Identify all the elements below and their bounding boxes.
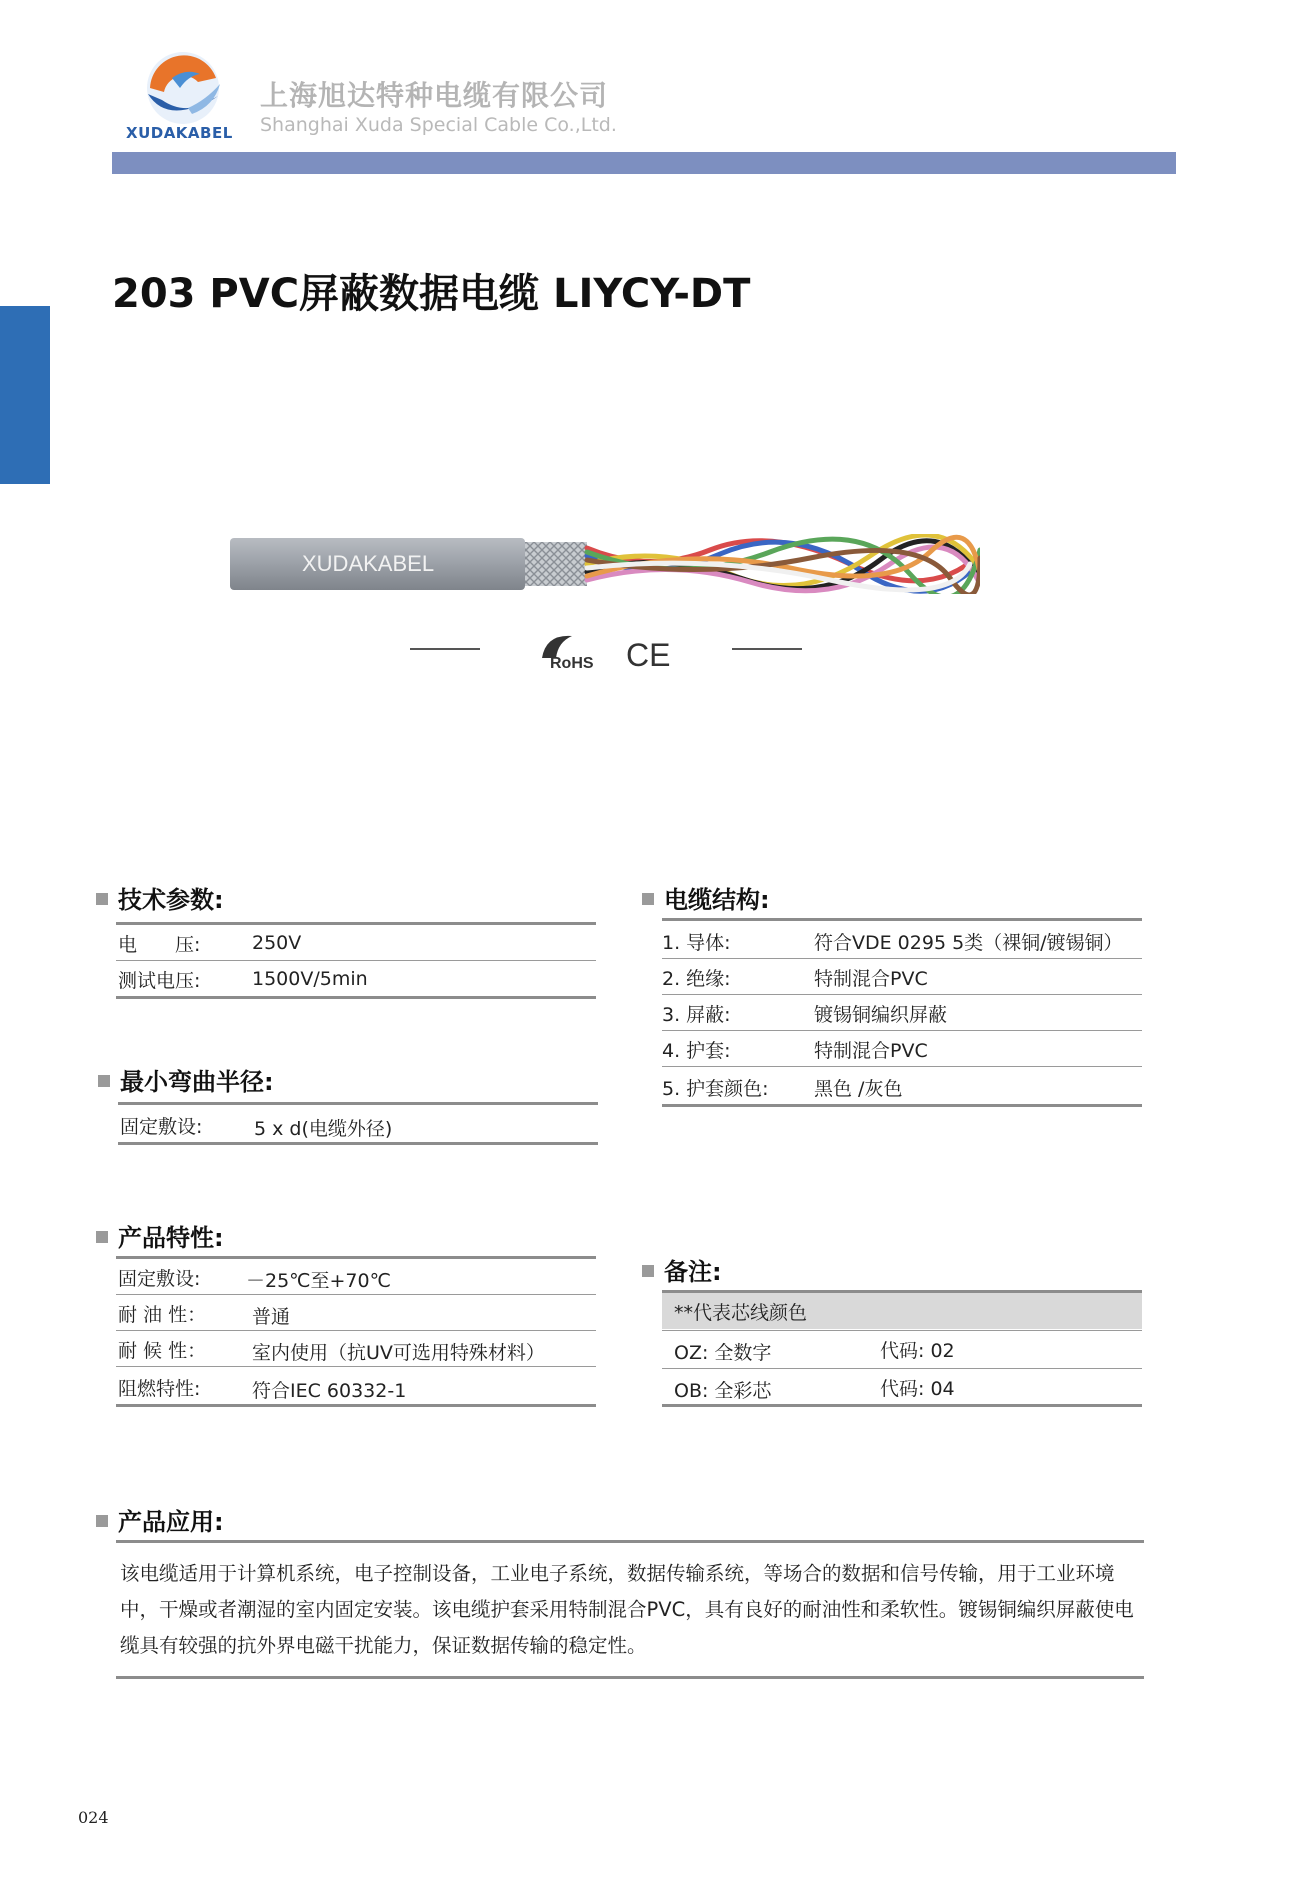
structure-label-0: 1. 导体: (662, 932, 731, 954)
notes-heading (642, 1252, 722, 1287)
props-row-line (116, 1330, 596, 1331)
props-value-3: 符合IEC 60332-1 (252, 1380, 407, 1402)
notes-subheading: **代表芯线颜色 (674, 1302, 808, 1324)
cert-marks (536, 628, 676, 676)
bend-label-0: 固定敷设: (120, 1116, 203, 1138)
props-rule-top (116, 1256, 596, 1259)
side-tab (0, 306, 50, 484)
tech-heading-text: 技术参数: (118, 886, 224, 914)
application-rule-bottom (116, 1676, 1144, 1679)
bullet-square (96, 1515, 108, 1527)
notes-row-line (662, 1330, 1142, 1331)
structure-value-1: 特制混合PVC (814, 968, 928, 990)
props-heading (96, 1218, 224, 1253)
bullet-square (642, 893, 654, 905)
cable-label: XUDAKABEL (302, 551, 435, 576)
structure-label-3: 4. 护套: (662, 1040, 731, 1062)
structure-rule-top (662, 918, 1142, 921)
tech-row-line (116, 960, 596, 961)
application-heading-text: 产品应用: (118, 1508, 224, 1536)
structure-row-line (662, 994, 1142, 995)
header-bar (112, 152, 1176, 174)
bend-value-0: 5 x d(电缆外径) (254, 1118, 393, 1140)
tech-value-1: 1500V/5min (252, 968, 368, 990)
props-label-2: 耐 候 性： (118, 1340, 207, 1362)
props-row-line (116, 1366, 596, 1367)
props-row-line (116, 1294, 596, 1295)
structure-label-4: 5. 护套颜色: (662, 1078, 769, 1100)
cert-line-right (732, 648, 802, 650)
structure-value-4: 黑色 /灰色 (814, 1078, 903, 1100)
application-rule-top (116, 1540, 1144, 1543)
application-heading (96, 1502, 224, 1537)
notes-value-1: 代码: 04 (880, 1378, 955, 1400)
props-rule-bottom (116, 1404, 596, 1407)
bend-heading-text: 最小弯曲半径: (120, 1068, 274, 1096)
structure-row-line (662, 958, 1142, 959)
tech-value-0: 250V (252, 932, 302, 954)
notes-label-0: OZ: 全数字 (674, 1342, 772, 1364)
ce-mark: CE (626, 637, 671, 673)
bend-rule-top (118, 1102, 598, 1105)
props-heading-text: 产品特性: (118, 1224, 224, 1252)
notes-rule-bottom (662, 1404, 1142, 1407)
bend-heading (98, 1062, 274, 1097)
logo-text: XUDAKABEL (126, 124, 233, 142)
notes-label-1: OB: 全彩芯 (674, 1380, 772, 1402)
props-value-2: 室内使用（抗UV可选用特殊材料） (252, 1342, 545, 1364)
structure-label-1: 2. 绝缘: (662, 968, 731, 990)
structure-value-3: 特制混合PVC (814, 1040, 928, 1062)
structure-row-line (662, 1066, 1142, 1067)
tech-label-0: 电 压: (118, 934, 201, 956)
structure-heading-text: 电缆结构: (664, 886, 770, 914)
notes-value-0: 代码: 02 (880, 1340, 955, 1362)
company-name-en: Shanghai Xuda Special Cable Co.,Ltd. (260, 114, 617, 136)
application-text: 该电缆适用于计算机系统，电子控制设备，工业电子系统，数据传输系统，等场合的数据和信号传输，用于工业环境中，干燥或者潮湿的室内固定安装。该电缆护套采用特制混合PVC，具有良好的耐油性和柔软性。镀锡铜编织屏蔽使电缆具有较强的抗外界电磁干扰能力，保证数据传输的稳定性。 (120, 1562, 1134, 1657)
tech-rule-bottom (116, 996, 596, 999)
rohs-mark: RoHS (550, 655, 594, 672)
props-label-3: 阻燃特性: (118, 1378, 201, 1400)
cert-line-left (410, 648, 480, 650)
bullet-square (96, 1231, 108, 1243)
notes-heading-text: 备注: (664, 1258, 722, 1286)
bend-rule-bottom (118, 1142, 598, 1145)
bullet-square (642, 1265, 654, 1277)
props-value-1: 普通 (252, 1306, 291, 1328)
structure-row-line (662, 1030, 1142, 1031)
tech-rule-top (116, 922, 596, 925)
structure-heading (642, 880, 770, 915)
structure-label-2: 3. 屏蔽: (662, 1004, 731, 1026)
structure-rule-bottom (662, 1104, 1142, 1107)
bullet-square (98, 1075, 110, 1087)
cable-image (230, 534, 980, 594)
company-name-cn: 上海旭达特种电缆有限公司 (260, 79, 609, 112)
page-title: 203 PVC屏蔽数据电缆 LIYCY-DT (112, 271, 751, 317)
bullet-square (96, 893, 108, 905)
page-number: 024 (78, 1808, 109, 1827)
tech-heading (96, 880, 224, 915)
structure-value-2: 镀锡铜编织屏蔽 (814, 1004, 948, 1026)
props-label-1: 耐 油 性： (118, 1304, 207, 1326)
props-value-0: －25℃至+70℃ (246, 1270, 391, 1292)
tech-label-1: 测试电压: (118, 970, 201, 992)
structure-value-0: 符合VDE 0295 5类（裸铜/镀锡铜） (814, 932, 1123, 954)
props-label-0: 固定敷设: (118, 1268, 201, 1290)
notes-row-line (662, 1368, 1142, 1369)
